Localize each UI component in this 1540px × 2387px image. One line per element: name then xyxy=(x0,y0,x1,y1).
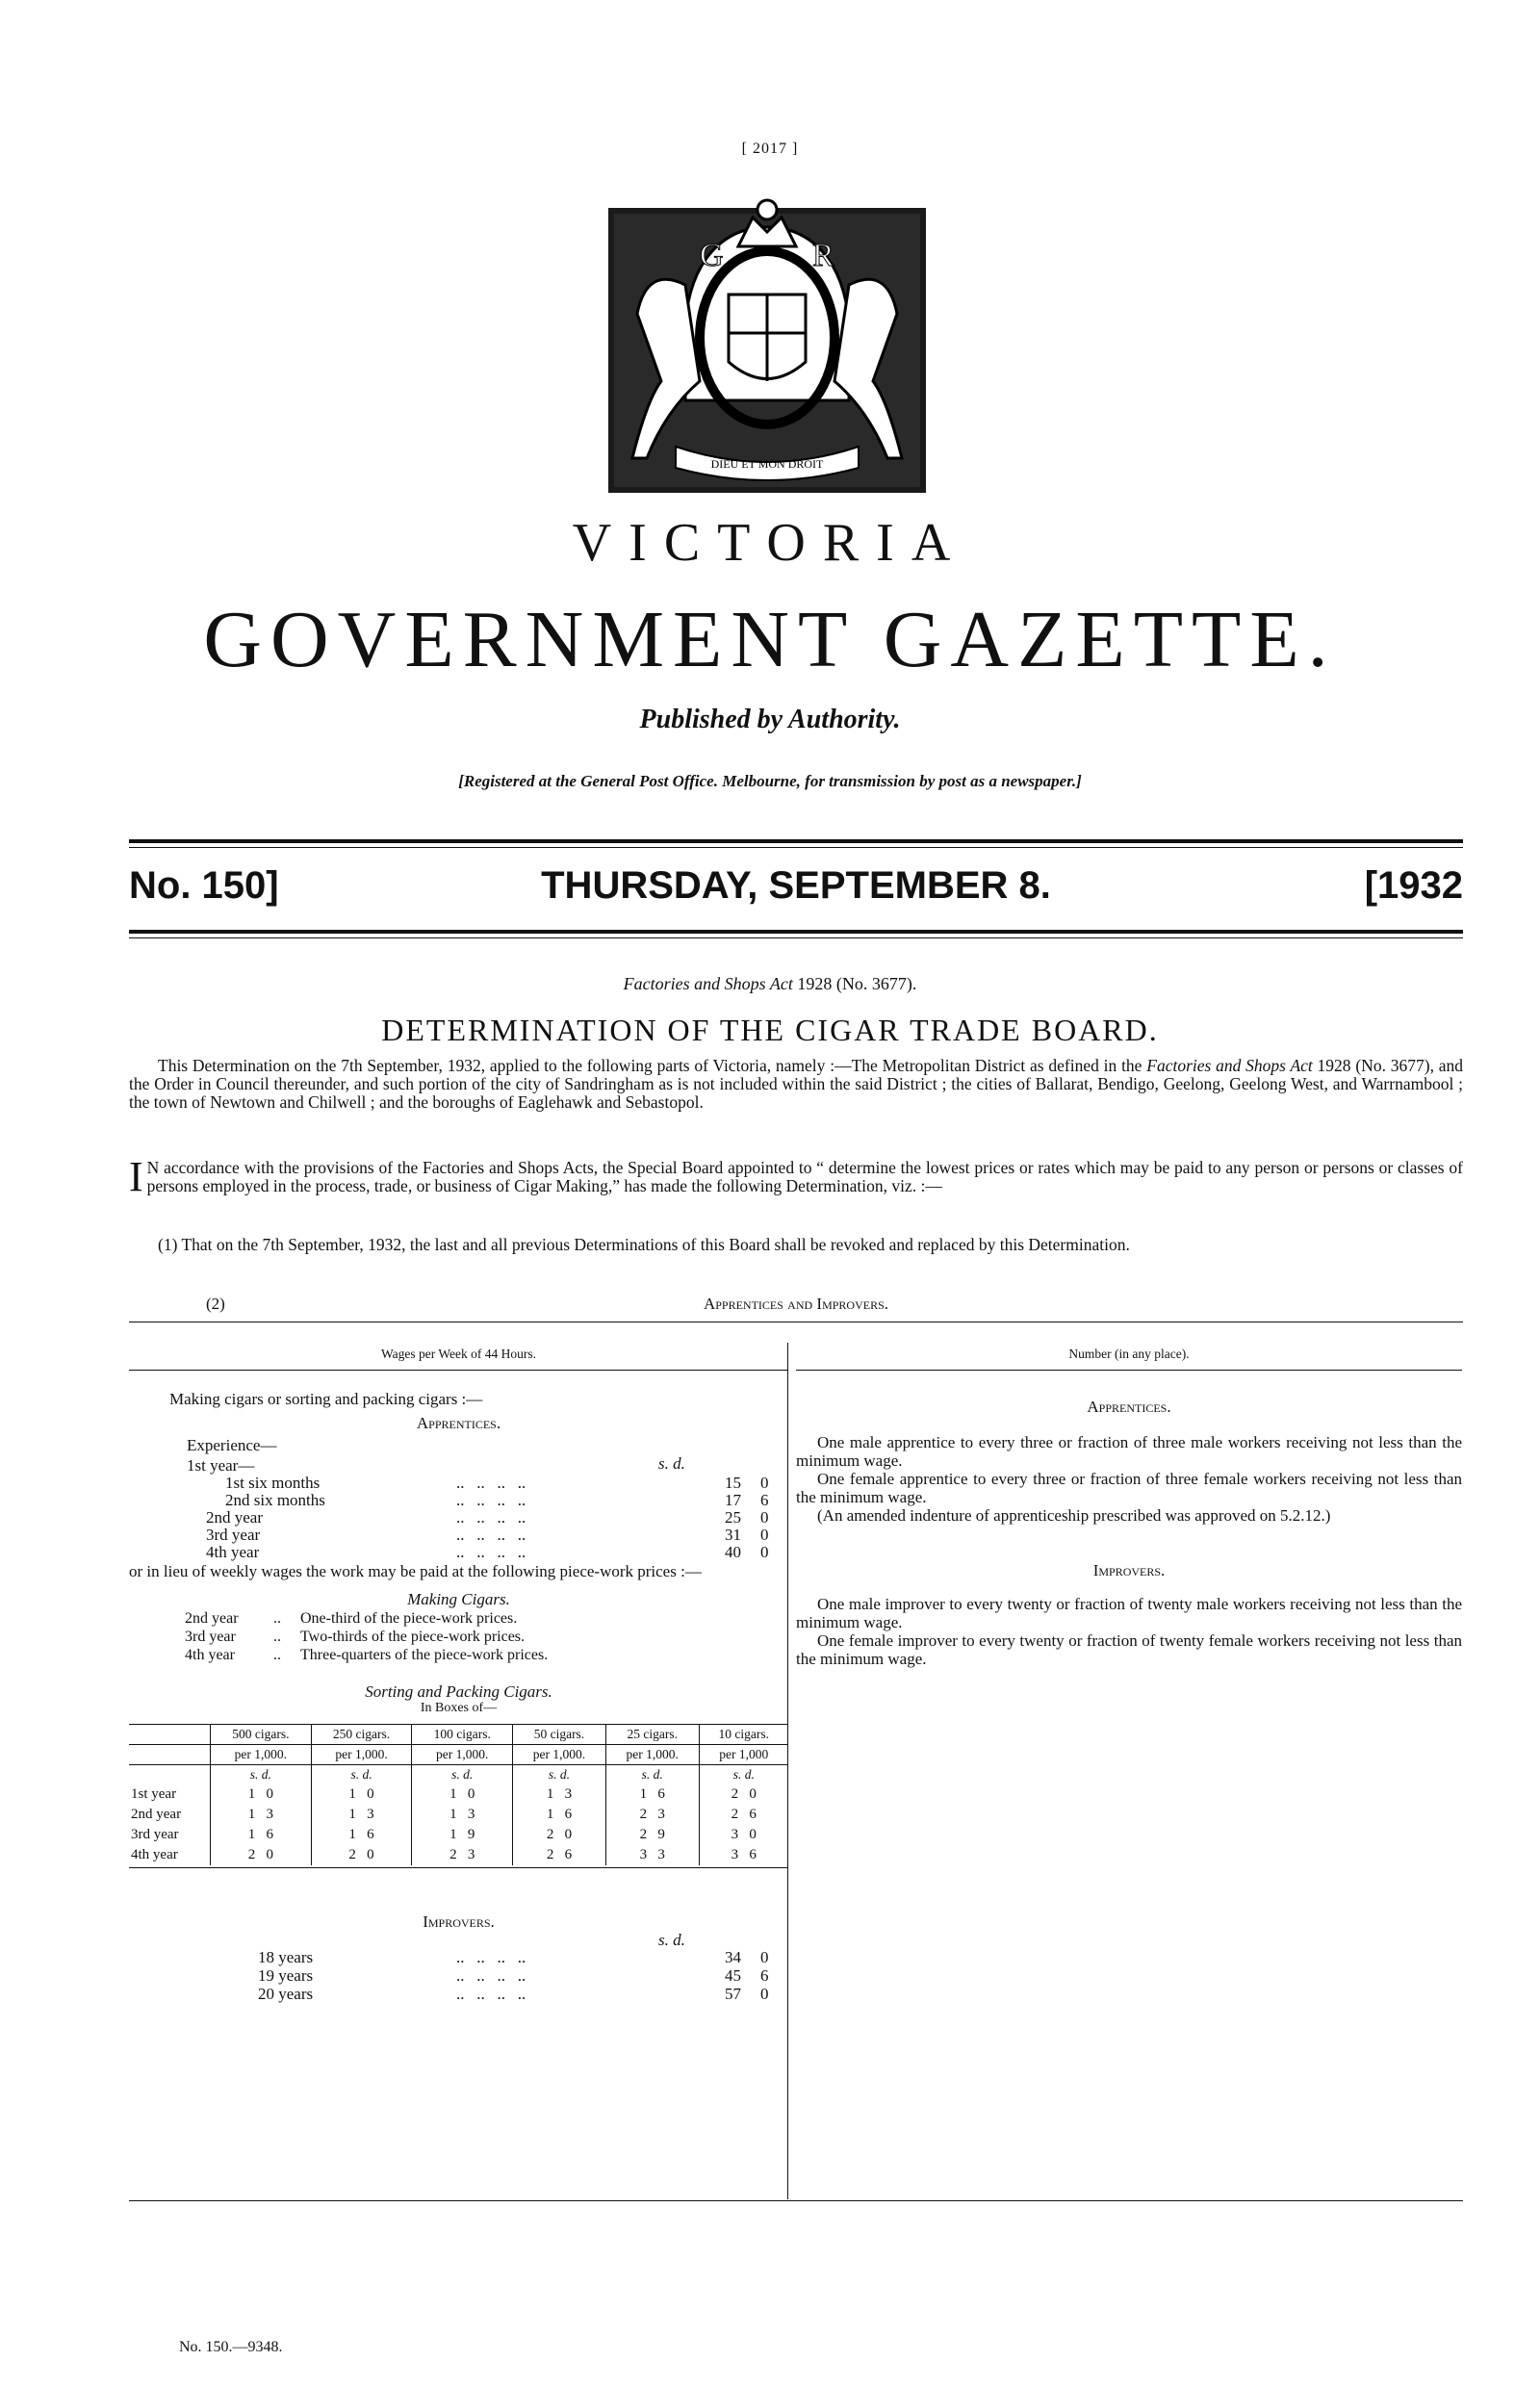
sorting-packing-table xyxy=(129,1724,788,1865)
wage-pence: 6 xyxy=(760,1966,769,1985)
wage-pence: 0 xyxy=(760,1526,769,1544)
wage-pence: 6 xyxy=(760,1491,769,1509)
making-row xyxy=(129,1610,788,1629)
divider xyxy=(129,839,1463,843)
number-improvers-heading: Improvers. xyxy=(1092,1561,1166,1579)
wage-pence: 0 xyxy=(760,1543,769,1561)
issue-year: [1932 xyxy=(1364,864,1463,907)
wage-row xyxy=(187,1474,788,1491)
wages-apprentices-heading: Apprentices. xyxy=(416,1414,501,1432)
box-row-year: 1st year xyxy=(131,1786,177,1802)
wage-row xyxy=(187,1543,788,1560)
number-apprentices-heading: Apprentices. xyxy=(1087,1398,1171,1416)
box-unit-header: s. d. xyxy=(513,1765,606,1785)
box-size-header: 250 cigars. xyxy=(311,1725,412,1745)
making-dots: .. xyxy=(273,1647,281,1663)
box-unit-header: s. d. xyxy=(412,1765,513,1785)
box-per-header: per 1,000. xyxy=(211,1745,312,1765)
leader-dots: .. .. .. .. xyxy=(456,1543,526,1561)
intro-paragraph: This Determination on the 7th September, 1932, applied to the following parts of Victoria, namely :—The Metropolitan District as defined in the Factories and Shops Act 1928 (No. 3677), and the Order in Council thereunder, and such portion of the city of Sandringham as is not included within the said District ; the cities of Ballarat, Bendigo, Geelong, Geelong West, and Warrnambool ; the town of Newtown and Chilwell ; and the boroughs of Eaglehawk and Sebastopol. xyxy=(129,1056,1463,1112)
box-rate-cell: 1 3 xyxy=(211,1805,312,1825)
box-rate-cell: 1 6 xyxy=(513,1805,606,1825)
improver-age: 18 years xyxy=(258,1948,314,1966)
making-row xyxy=(129,1647,788,1665)
royal-coat-of-arms-icon xyxy=(608,189,926,493)
wage-shillings: 40 xyxy=(725,1543,741,1561)
wages-column xyxy=(129,1343,788,2353)
state-name: VICTORIA xyxy=(572,513,968,573)
box-rate-cell: 2 0 xyxy=(311,1845,412,1865)
divider xyxy=(129,930,1463,934)
wages-column-header: Wages per Week of 44 Hours. xyxy=(380,1347,537,1361)
divider xyxy=(129,937,1463,938)
box-rate-cell: 1 9 xyxy=(412,1825,513,1845)
box-rate-cell: 1 3 xyxy=(513,1784,606,1805)
wage-row-label: 2nd six months xyxy=(225,1491,325,1509)
unit-header: s. d. xyxy=(658,1931,685,1949)
box-rate-cell: 1 6 xyxy=(311,1825,412,1845)
improver-age: 20 years xyxy=(258,1985,314,2003)
box-rate-cell: 1 3 xyxy=(311,1805,412,1825)
svg-text:DIEU ET MON DROIT: DIEU ET MON DROIT xyxy=(710,457,824,471)
making-text: One-third of the piece-work prices. xyxy=(300,1610,518,1627)
making-row xyxy=(129,1629,788,1647)
box-rate-cell: 2 3 xyxy=(605,1805,699,1825)
box-size-header: 500 cigars. xyxy=(211,1725,312,1745)
box-rate-cell: 2 3 xyxy=(412,1845,513,1865)
leader-dots: .. .. .. .. xyxy=(456,1491,526,1509)
leader-dots: .. .. .. .. xyxy=(456,1948,526,1966)
indenture-note: (An amended indenture of apprenticeship prescribed was approved on 5.2.12.) xyxy=(817,1506,1331,1525)
box-row-year: 3rd year xyxy=(131,1827,179,1842)
wage-shillings: 31 xyxy=(725,1526,741,1544)
wage-row-label: 1st year— xyxy=(187,1456,255,1475)
making-year: 4th year xyxy=(185,1647,235,1663)
registration-note: [Registered at the General Post Office. Melbourne, for transmission by post as a newspaper.] xyxy=(458,772,1082,790)
box-rate-cell: 1 6 xyxy=(211,1825,312,1845)
gazette-title: GOVERNMENT GAZETTE. xyxy=(203,595,1337,684)
published-by-authority: Published by Authority. xyxy=(639,705,901,734)
wage-row xyxy=(187,1491,788,1508)
wage-pence: 0 xyxy=(760,1508,769,1527)
wage-shillings: 45 xyxy=(725,1966,741,1985)
wage-pence: 0 xyxy=(760,1474,769,1492)
improver-ratio-female: One female improver to every twenty or fraction of twenty female workers receiving not less than the minimum wage. xyxy=(796,1631,1462,1668)
leader-dots: .. .. .. .. xyxy=(456,1526,526,1544)
apprentice-ratio-male: One male apprentice to every three or fraction of three male workers receiving not less than the minimum wage. xyxy=(796,1433,1462,1470)
wage-pence: 0 xyxy=(760,1948,769,1966)
box-per-header: per 1,000. xyxy=(412,1745,513,1765)
box-unit-header: s. d. xyxy=(605,1765,699,1785)
accordance-paragraph: I N accordance with the provisions of the Factories and Shops Acts, the Special Board appointed to “ determine the lowest prices or rates which may be paid to any person or persons or classes of persons employed in the process, trade, or business of Cigar Making,” has made the following Determination, viz. :— xyxy=(129,1153,1463,1200)
making-year: 2nd year xyxy=(185,1610,239,1627)
improver-wage-row xyxy=(258,1966,788,1985)
table-row xyxy=(129,1784,788,1805)
making-text: Two-thirds of the piece-work prices. xyxy=(300,1629,526,1645)
making-cigars-heading: Making Cigars. xyxy=(407,1590,510,1608)
svg-text:R: R xyxy=(812,238,834,273)
box-rate-cell: 3 0 xyxy=(699,1825,788,1845)
box-rate-cell: 1 0 xyxy=(311,1784,412,1805)
wage-row xyxy=(187,1508,788,1526)
sorting-heading: Sorting and Packing Cigars. xyxy=(365,1682,552,1701)
wage-row-label: 3rd year xyxy=(206,1526,261,1544)
making-text: Three-quarters of the piece-work prices. xyxy=(300,1647,549,1663)
box-rate-cell: 3 3 xyxy=(605,1845,699,1865)
leader-dots: .. .. .. .. xyxy=(456,1508,526,1527)
act-reference: Factories and Shops Act 1928 (No. 3677). xyxy=(623,974,917,993)
improver-wage-table xyxy=(129,1931,788,2003)
box-per-header: per 1,000. xyxy=(513,1745,606,1765)
box-per-header: per 1,000 xyxy=(699,1745,788,1765)
wage-row xyxy=(187,1526,788,1543)
wage-pence: 0 xyxy=(760,1985,769,2003)
issue-line xyxy=(129,864,1463,922)
wage-shillings: 17 xyxy=(725,1491,741,1509)
improver-wage-row xyxy=(258,1948,788,1966)
boxes-of-label: In Boxes of— xyxy=(420,1701,498,1715)
wage-shillings: 15 xyxy=(725,1474,741,1492)
box-rate-cell: 2 9 xyxy=(605,1825,699,1845)
drop-cap: I xyxy=(129,1153,143,1200)
box-unit-header: s. d. xyxy=(699,1765,788,1785)
box-rate-cell: 2 0 xyxy=(699,1784,788,1805)
making-dots: .. xyxy=(273,1610,281,1627)
svg-text:G: G xyxy=(700,238,724,273)
box-rate-cell: 1 0 xyxy=(412,1784,513,1805)
divider xyxy=(129,847,1463,848)
box-row-year: 2nd year xyxy=(131,1807,182,1822)
issue-date: THURSDAY, SEPTEMBER 8. xyxy=(541,864,1051,907)
wage-shillings: 57 xyxy=(725,1985,741,2003)
piecework-intro: or in lieu of weekly wages the work may be paid at the following piece-work prices :— xyxy=(129,1562,702,1580)
box-rate-cell: 2 6 xyxy=(699,1805,788,1825)
apprentice-ratio-female: One female apprentice to every three or fraction of three female workers receiving not less than the minimum wage. xyxy=(796,1470,1462,1506)
table-row xyxy=(129,1845,788,1865)
improver-ratio-male: One male improver to every twenty or fraction of twenty male workers receiving not less than the minimum wage. xyxy=(796,1595,1462,1631)
table-row xyxy=(129,1825,788,1845)
leader-dots: .. .. .. .. xyxy=(456,1966,526,1985)
number-column-header: Number (in any place). xyxy=(1068,1347,1190,1361)
making-year: 3rd year xyxy=(185,1629,236,1645)
improver-age: 19 years xyxy=(258,1966,314,1985)
box-rate-cell: 2 0 xyxy=(513,1825,606,1845)
page-number: [ 2017 ] xyxy=(741,141,799,157)
table-row xyxy=(129,1805,788,1825)
improver-wage-row xyxy=(258,1985,788,2003)
improvers-wage-heading: Improvers. xyxy=(423,1912,495,1931)
box-size-header: 100 cigars. xyxy=(412,1725,513,1745)
box-size-header: 10 cigars. xyxy=(699,1725,788,1745)
number-column xyxy=(796,1343,1462,2209)
apprentice-wage-table xyxy=(129,1454,788,1560)
footer-reference: No. 150.—9348. xyxy=(179,2339,283,2355)
making-dots: .. xyxy=(273,1629,281,1645)
wage-row-label: 2nd year xyxy=(206,1508,264,1527)
wage-row xyxy=(187,1456,788,1474)
box-size-header: 25 cigars. xyxy=(605,1725,699,1745)
box-unit-header: s. d. xyxy=(211,1765,312,1785)
box-rate-cell: 3 6 xyxy=(699,1845,788,1865)
box-per-header: per 1,000. xyxy=(605,1745,699,1765)
wage-row-label: 4th year xyxy=(206,1543,260,1561)
unit-header: s. d. xyxy=(658,1454,685,1473)
wage-shillings: 25 xyxy=(725,1508,741,1527)
wages-intro: Making cigars or sorting and packing cigars :— xyxy=(169,1390,483,1408)
revocation-paragraph: (1) That on the 7th September, 1932, the last and all previous Determinations of this Board shall be revoked and replaced by this Determination. xyxy=(158,1235,1130,1254)
box-rate-cell: 1 6 xyxy=(605,1784,699,1805)
box-rate-cell: 2 0 xyxy=(211,1845,312,1865)
box-unit-header: s. d. xyxy=(311,1765,412,1785)
box-rate-cell: 1 0 xyxy=(211,1784,312,1805)
box-row-year: 4th year xyxy=(131,1847,178,1862)
experience-label: Experience— xyxy=(187,1436,277,1454)
wage-row-label: 1st six months xyxy=(225,1474,321,1492)
box-per-header: per 1,000. xyxy=(311,1745,412,1765)
box-rate-cell: 2 6 xyxy=(513,1845,606,1865)
determination-title: DETERMINATION OF THE CIGAR TRADE BOARD. xyxy=(381,1013,1159,1047)
box-size-header: 50 cigars. xyxy=(513,1725,606,1745)
box-rate-cell: 1 3 xyxy=(412,1805,513,1825)
leader-dots: .. .. .. .. xyxy=(456,1474,526,1492)
wage-shillings: 34 xyxy=(725,1948,741,1966)
leader-dots: .. .. .. .. xyxy=(456,1985,526,2003)
issue-number: No. 150] xyxy=(129,864,279,907)
